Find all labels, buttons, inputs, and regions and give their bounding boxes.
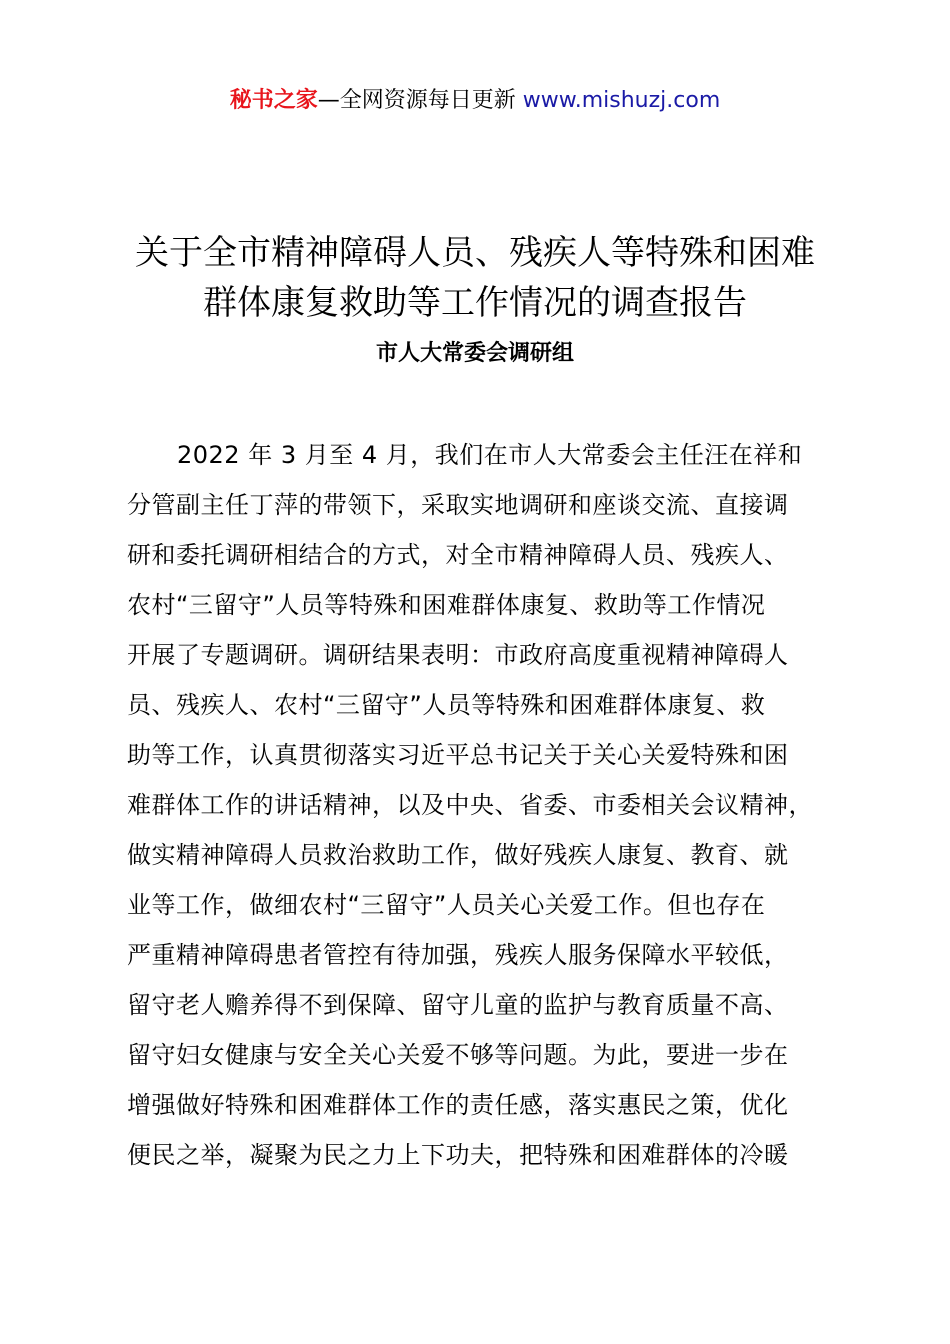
- body-line: 助等工作，认真贯彻落实习近平总书记关于关心关爱特殊和困: [127, 741, 789, 769]
- body-line: 做实精神障碍人员救治救助工作，做好残疾人康复、教育、就: [127, 841, 789, 869]
- body-line: 研和委托调研相结合的方式，对全市精神障碍人员、残疾人、: [127, 541, 789, 569]
- site-tagline: —全网资源每日更新: [317, 88, 523, 113]
- document-title: [0, 228, 950, 328]
- site-url-link[interactable]: www.mishuzj.com: [522, 88, 721, 113]
- body-line: 2022 年 3 月至 4 月，我们在市人大常委会主任汪在祥和: [177, 441, 803, 469]
- body-line: 农村“三留守”人员等特殊和困难群体康复、救助等工作情况: [127, 591, 766, 619]
- body-line: 难群体工作的讲话精神，以及中央、省委、市委相关会议精神，: [127, 791, 813, 819]
- body-line: 业等工作，做细农村“三留守”人员关心关爱工作。但也存在: [127, 891, 766, 919]
- site-header: [0, 86, 950, 116]
- body-line: 开展了专题调研。调研结果表明：市政府高度重视精神障碍人: [127, 641, 789, 669]
- body-line: 严重精神障碍患者管控有待加强，残疾人服务保障水平较低，: [127, 941, 789, 969]
- document-title-line-2: 群体康复救助等工作情况的调查报告: [203, 283, 747, 323]
- document-author: 市人大常委会调研组: [375, 341, 574, 366]
- document-body: [127, 430, 837, 1180]
- body-line: 留守妇女健康与安全关心关爱不够等问题。为此，要进一步在: [127, 1041, 789, 1069]
- site-brand: 秘书之家: [229, 88, 318, 113]
- body-line: 分管副主任丁萍的带领下，采取实地调研和座谈交流、直接调: [127, 491, 789, 519]
- body-line: 增强做好特殊和困难群体工作的责任感，落实惠民之策，优化: [127, 1091, 789, 1119]
- body-line: 员、残疾人、农村“三留守”人员等特殊和困难群体康复、救: [127, 691, 766, 719]
- document-title-line-1: 关于全市精神障碍人员、残疾人等特殊和困难: [135, 233, 815, 273]
- body-line: 留守老人赡养得不到保障、留守儿童的监护与教育质量不高、: [127, 991, 789, 1019]
- body-line: 便民之举，凝聚为民之力上下功夫，把特殊和困难群体的冷暖: [127, 1141, 789, 1169]
